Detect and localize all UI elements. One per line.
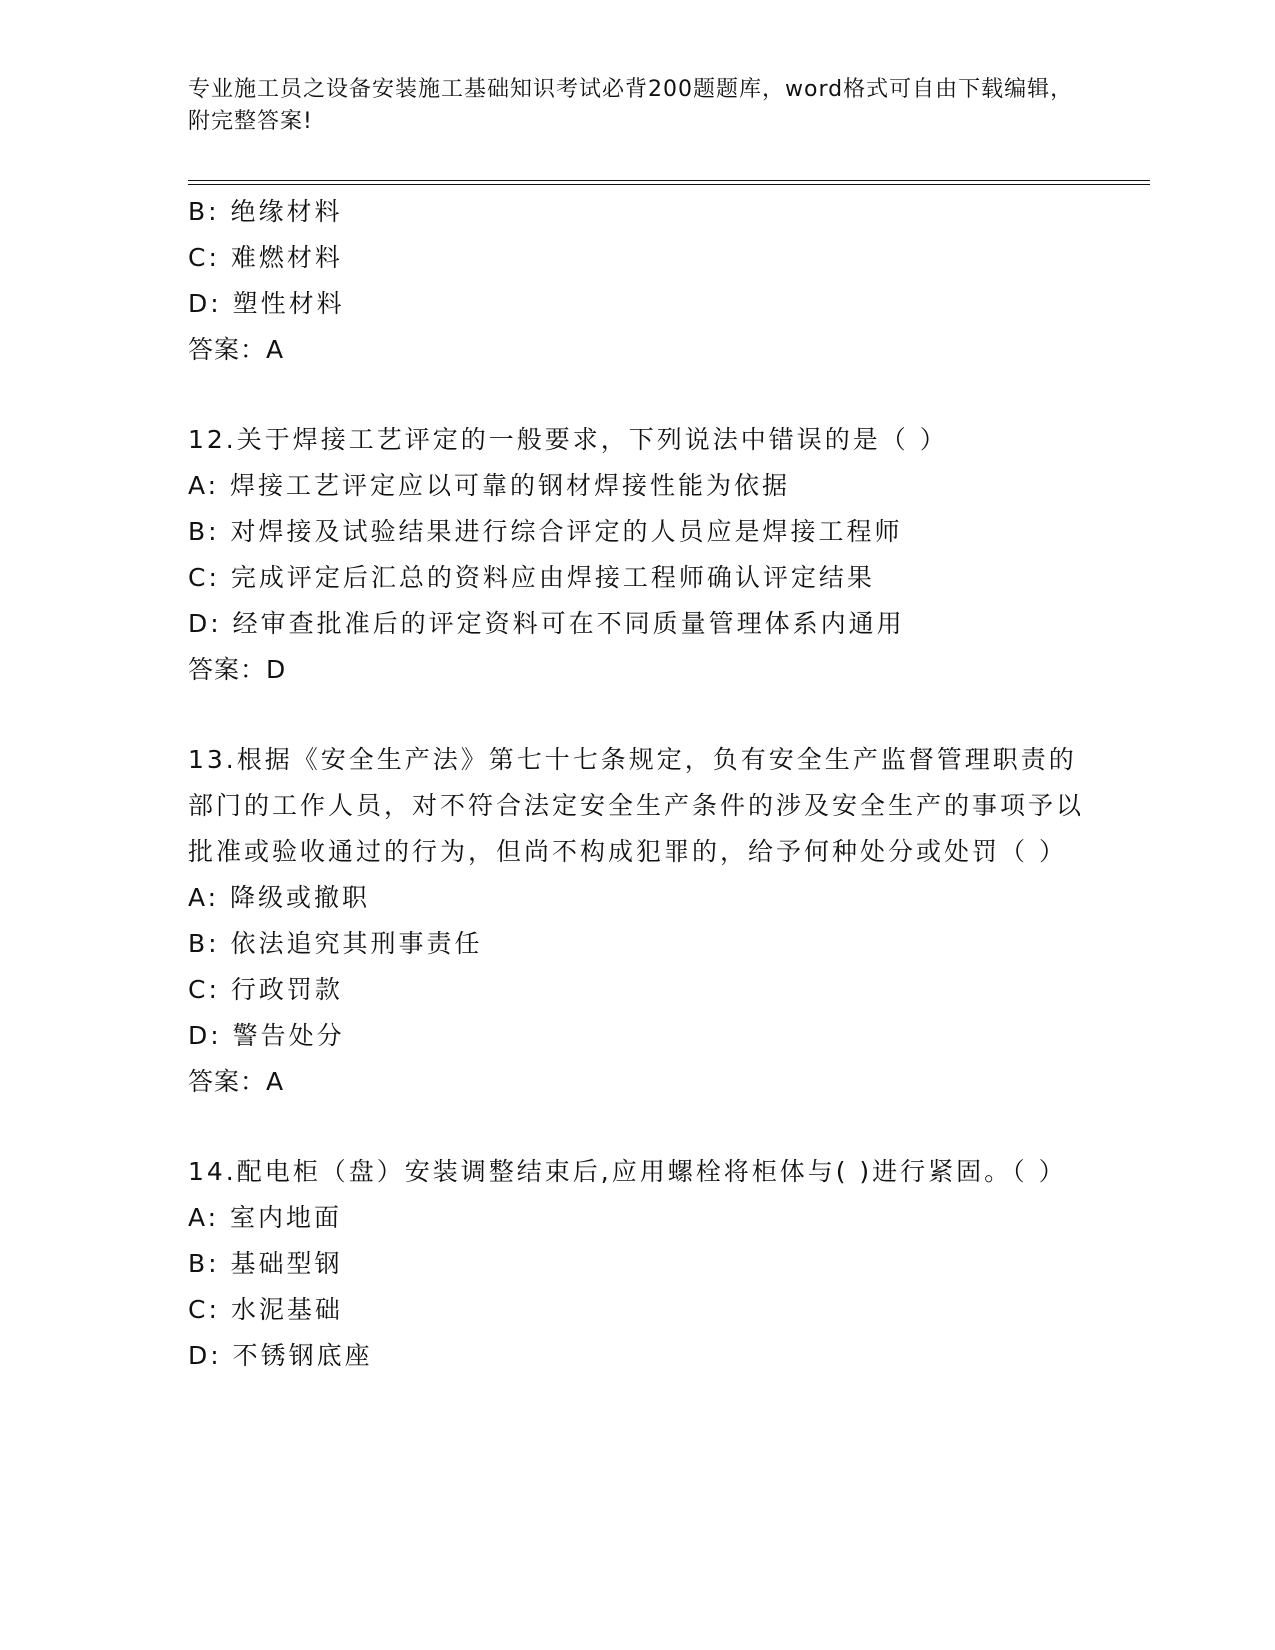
option-b: B: 对焊接及试验结果进行综合评定的人员应是焊接工程师 [188,517,903,546]
question-stem: 13.根据《安全生产法》第七十七条规定，负有安全生产监督管理职责的部门的工作人员，对不符合法定安全生产条件的涉及安全生产的事项予以批准或验收通过的行为，但尚不构成犯罪的，给予何种处分或处罚（ ） [188,745,1085,866]
option-a: A: 降级或撤职 [188,883,371,912]
option-d: D: 经审查批准后的评定资料可在不同质量管理体系内通用 [188,609,905,638]
option-b: B: 绝缘材料 [188,197,343,226]
answer: 答案：A [188,1067,285,1096]
option-a: A: 焊接工艺评定应以可靠的钢材焊接性能为依据 [188,471,791,500]
question-11 [188,189,1088,373]
question-stem: 14.配电柜（盘）安装调整结束后,应用螺栓将柜体与( )进行紧固。（ ） [188,1157,1067,1186]
option-d: D: 不锈钢底座 [188,1341,373,1370]
question-12 [188,417,1088,693]
option-c: C: 水泥基础 [188,1295,343,1324]
option-d: D: 警告处分 [188,1021,345,1050]
header-divider [188,180,1150,185]
document-header: 专业施工员之设备安装施工基础知识考试必背200题题库，word格式可自由下载编辑，附完整答案! [188,77,1074,134]
question-14 [188,1149,1088,1379]
option-b: B: 依法追究其刑事责任 [188,929,483,958]
question-stem: 12.关于焊接工艺评定的一般要求，下列说法中错误的是（ ） [188,425,948,454]
option-c: C: 难燃材料 [188,243,343,272]
answer: 答案：D [188,655,287,684]
option-c: C: 行政罚款 [188,975,343,1004]
spacer [188,373,1088,417]
spacer [188,1105,1088,1149]
option-d: D: 塑性材料 [188,289,345,318]
option-c: C: 完成评定后汇总的资料应由焊接工程师确认评定结果 [188,563,875,592]
question-list [188,189,1088,1379]
question-13 [188,737,1088,1105]
option-a: A: 室内地面 [188,1203,343,1232]
option-b: B: 基础型钢 [188,1249,343,1278]
answer: 答案：A [188,335,285,364]
spacer [188,693,1088,737]
